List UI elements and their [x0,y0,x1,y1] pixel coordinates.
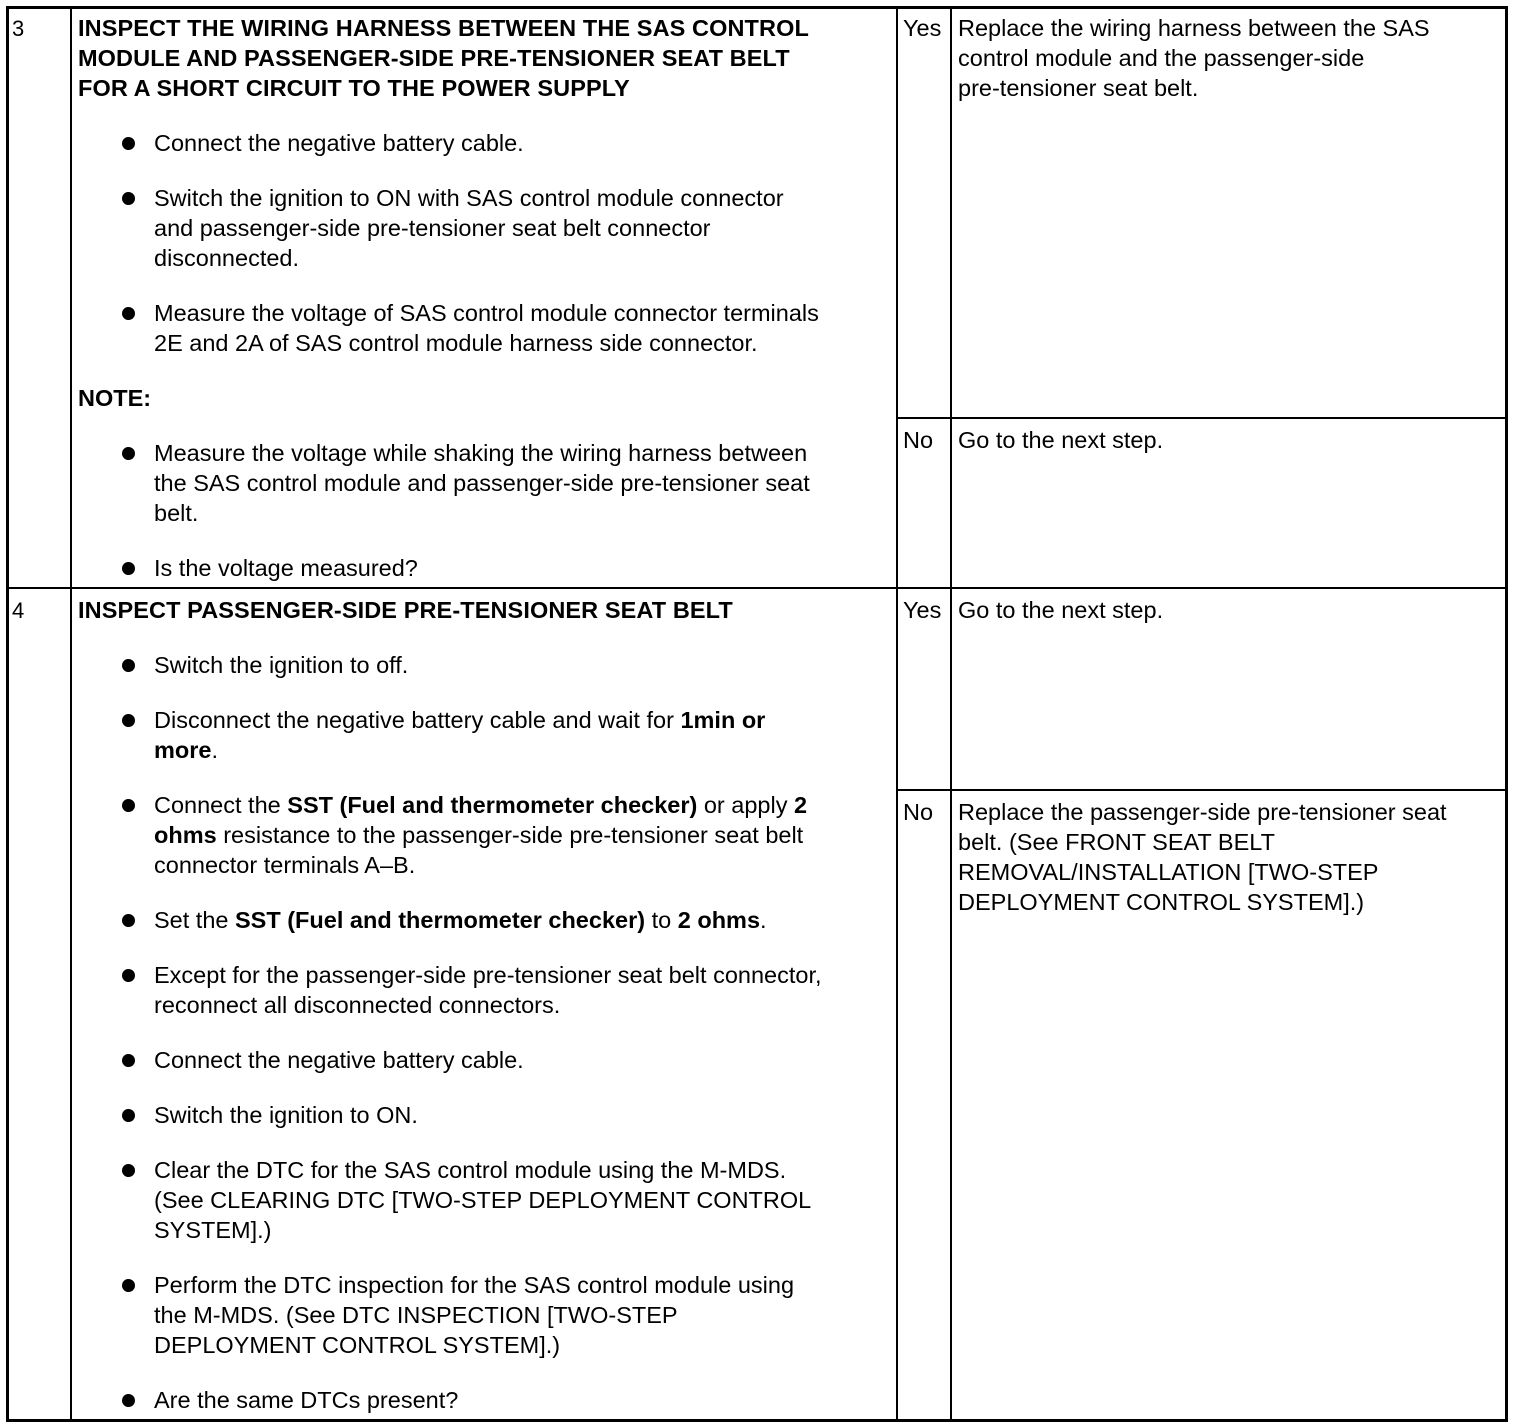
list-item: Is the voltage measured? [78,553,888,583]
bullet-icon [122,1054,135,1067]
result-action: Go to the next step. [958,597,1164,623]
result-action: Replace the passenger-side pre-tensioner seat belt. (See FRONT SEAT BELT REMOVAL/INSTALLATION [TWO-STEP DEPLOYMENT CONTROL SYSTEM].) [958,799,1447,915]
list-item: Switch the ignition to ON with SAS control module connector and passenger-side pre-tensioner seat belt connector disconnected. [78,183,888,273]
list-item: Are the same DTCs present? [78,1385,888,1415]
answer-no: No [903,427,934,453]
step-title: INSPECT PASSENGER-SIDE PRE-TENSIONER SEAT BELT [78,597,733,623]
row-divider [6,587,1508,589]
note-bullet-list [78,438,888,583]
bullet-icon [122,562,135,575]
step-bullet-list [78,128,888,358]
bullet-icon [122,1164,135,1177]
step-title: INSPECT THE WIRING HARNESS BETWEEN THE SAS CONTROL MODULE AND PASSENGER-SIDE PRE-TENSIONER SEAT BELT FOR A SHORT CIRCUIT TO THE POWER SUPPLY [78,15,809,101]
bullet-icon [122,192,135,205]
list-item: Set the SST (Fuel and thermometer checker) to 2 ohms. [78,905,888,935]
bullet-icon [122,137,135,150]
bullet-icon [122,714,135,727]
col-divider-action [896,6,898,1422]
step-4-content [78,595,888,1415]
step-number: 3 [12,16,25,41]
col-divider-step [70,6,72,1422]
bullet-icon [122,447,135,460]
list-item: Switch the ignition to ON. [78,1100,888,1130]
note-label: NOTE: [78,385,152,411]
bullet-icon [122,307,135,320]
list-item: Switch the ignition to off. [78,650,888,680]
answer-yes: Yes [903,15,942,41]
step-3-content [78,13,888,583]
answer-no: No [903,799,934,825]
step-number: 4 [12,598,25,623]
result-divider-step4 [896,789,1508,791]
bullet-icon [122,1279,135,1292]
bullet-icon [122,659,135,672]
bullet-icon [122,969,135,982]
answer-yes: Yes [903,597,942,623]
list-item: Except for the passenger-side pre-tensioner seat belt connector, reconnect all disconnected connectors. [78,960,888,1020]
list-item: Connect the SST (Fuel and thermometer checker) or apply 2 ohms resistance to the passenger-side pre-tensioner seat belt connector terminals A–B. [78,790,888,880]
list-item: Clear the DTC for the SAS control module using the M-MDS. (See CLEARING DTC [TWO-STEP DEPLOYMENT CONTROL SYSTEM].) [78,1155,888,1245]
step-bullet-list [78,650,888,1415]
list-item: Connect the negative battery cable. [78,128,888,158]
list-item: Measure the voltage while shaking the wiring harness between the SAS control module and passenger-side pre-tensioner seat belt. [78,438,888,528]
bullet-icon [122,1394,135,1407]
bullet-icon [122,914,135,927]
result-divider-step3 [896,417,1508,419]
list-item: Connect the negative battery cable. [78,1045,888,1075]
result-action: Go to the next step. [958,427,1164,453]
col-divider-answer [950,6,952,1422]
list-item: Perform the DTC inspection for the SAS control module using the M-MDS. (See DTC INSPECTION [TWO-STEP DEPLOYMENT CONTROL SYSTEM].) [78,1270,888,1360]
list-item: Disconnect the negative battery cable and wait for 1min or more. [78,705,888,765]
bullet-icon [122,799,135,812]
bullet-icon [122,1109,135,1122]
result-action: Replace the wiring harness between the SAS control module and the passenger-side pre-tensioner seat belt. [958,15,1430,101]
list-item: Measure the voltage of SAS control module connector terminals 2E and 2A of SAS control module harness side connector. [78,298,888,358]
